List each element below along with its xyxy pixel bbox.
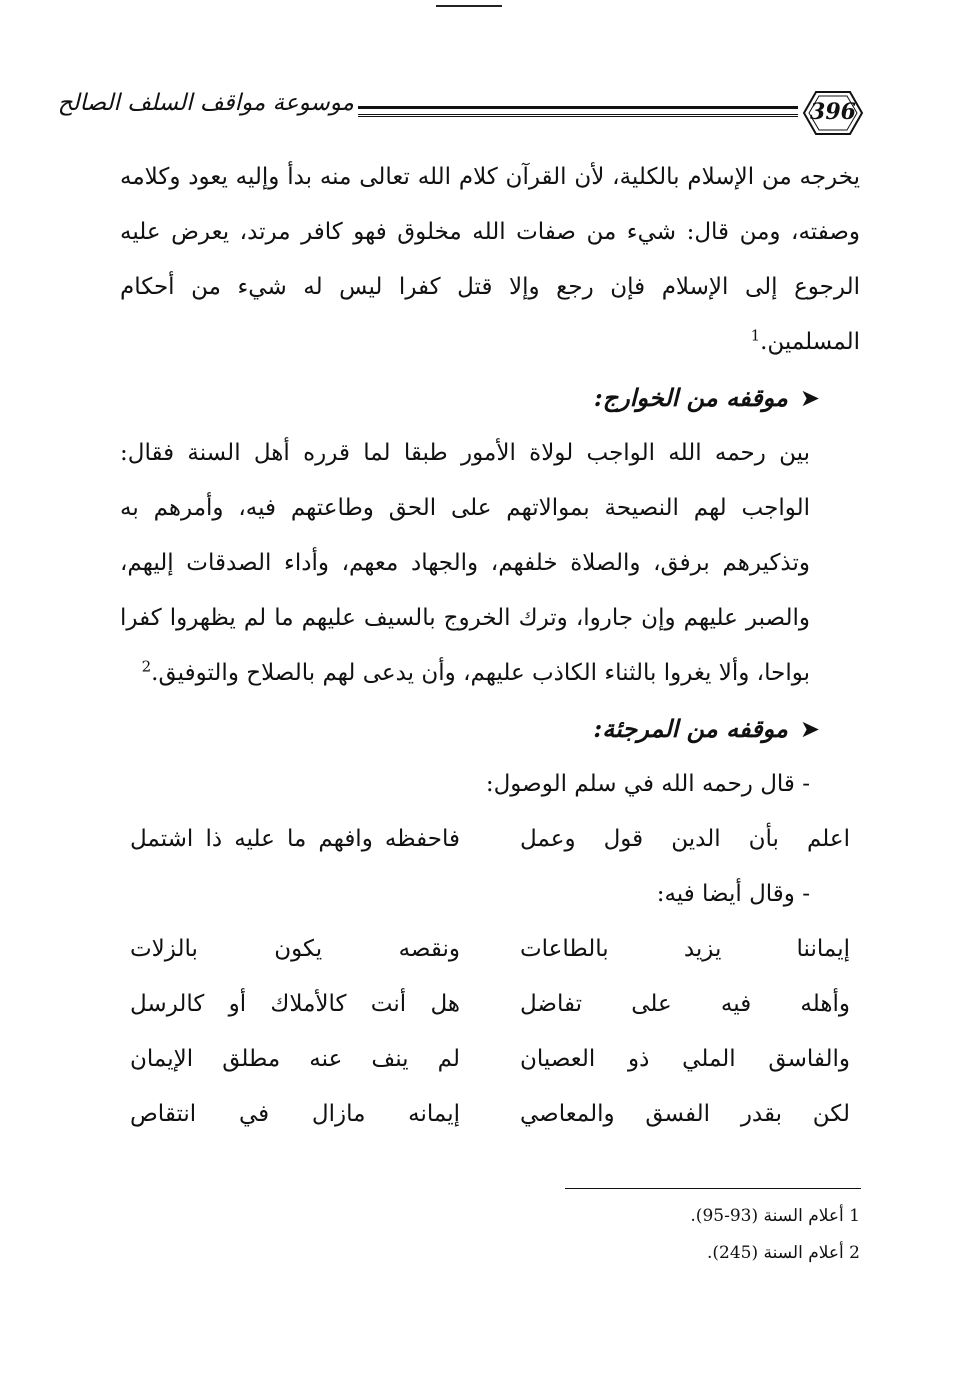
verse-second-half: هل أنت كالأملاك أو كالرسل [130, 991, 460, 1017]
paragraph-rulers [120, 426, 860, 701]
footnote-item: 2 أعلام السنة (245). [706, 1243, 860, 1263]
intro-line: - قال رحمه الله في سلم الوصول: [485, 771, 810, 797]
arrow-bullet-icon: ➤ [799, 384, 820, 412]
intro-line: - وقال أيضا فيه: [656, 881, 810, 907]
poem-verse [120, 1087, 860, 1142]
top-edge-mark [436, 0, 502, 7]
footnotes [500, 1198, 860, 1272]
header-rule-thin [358, 116, 798, 117]
page-number: 396 [810, 99, 856, 125]
footnote-item: 1 أعلام السنة (93-95). [690, 1206, 860, 1226]
verse-second-half: إيمانه مازال في انتقاص [130, 1101, 460, 1127]
page-header [57, 84, 870, 144]
poem-verse [120, 977, 860, 1032]
footnote-ref: 1 [750, 326, 761, 345]
section-heading-khawarij [120, 370, 860, 426]
page-number-badge [802, 88, 864, 138]
verse-first-half: إيماننا يزيد بالطاعات [520, 936, 850, 962]
heading-text: موقفه من الخوارج: [593, 383, 788, 412]
verse-first-half: والفاسق الملي ذو العصيان [520, 1046, 850, 1072]
poem-verse [120, 1032, 860, 1087]
paragraph-text: بين رحمه الله الواجب لولاة الأمور طبقا لما قرره أهل السنة فقال: الواجب لهم النصيحة بموالاتهم على الحق وطاعتهم فيه، وأمرهم به وتذكيرهم برفق، والصلاة خلفهم، والجهاد معهم، وأداء الصدقات إليهم، والصبر عليهم وإن جاروا، وترك الخروج بالسيف عليهم ما لم يظهروا كفرا بواحا، وألا يغروا بالثناء الكاذب عليهم، وأن يدعى لهم بالصلاح والتوفيق. [120, 440, 810, 686]
verse-first-half: وأهله فيه على تفاضل [520, 991, 850, 1017]
verse-second-half: ونقصه يكون بالزلات [130, 936, 460, 962]
paragraph-text: يخرجه من الإسلام بالكلية، لأن القرآن كلام الله تعالى منه بدأ وإليه يعود وكلامه وصفته، ومن قال: شيء من صفات الله مخلوق فهو كافر مرتد، يعرض عليه الرجوع إلى الإسلام فإن رجع وإلا قتل كفرا ليس له شيء من أحكام المسلمين. [120, 164, 860, 355]
poem-verse [120, 922, 860, 977]
verse-first-half: اعلم بأن الدين قول وعمل [520, 826, 850, 852]
paragraph-continuation [120, 150, 860, 370]
book-title: موسوعة مواقف السلف الصالح [57, 90, 354, 116]
verse-second-half: لم ينف عنه مطلق الإيمان [130, 1046, 460, 1072]
verse-first-half: لكن بقدر الفسق والمعاصي [520, 1101, 850, 1127]
poem-verse [120, 812, 860, 867]
page-body [120, 150, 860, 1142]
section-heading-murjia [120, 701, 860, 757]
arrow-bullet-icon: ➤ [799, 715, 820, 743]
verse-second-half: فاحفظه وافهم ما عليه ذا اشتمل [130, 826, 460, 852]
heading-text: موقفه من المرجئة: [593, 714, 788, 743]
footnote-separator [565, 1188, 861, 1189]
header-rule [358, 106, 798, 115]
footnote-ref: 2 [141, 657, 152, 676]
